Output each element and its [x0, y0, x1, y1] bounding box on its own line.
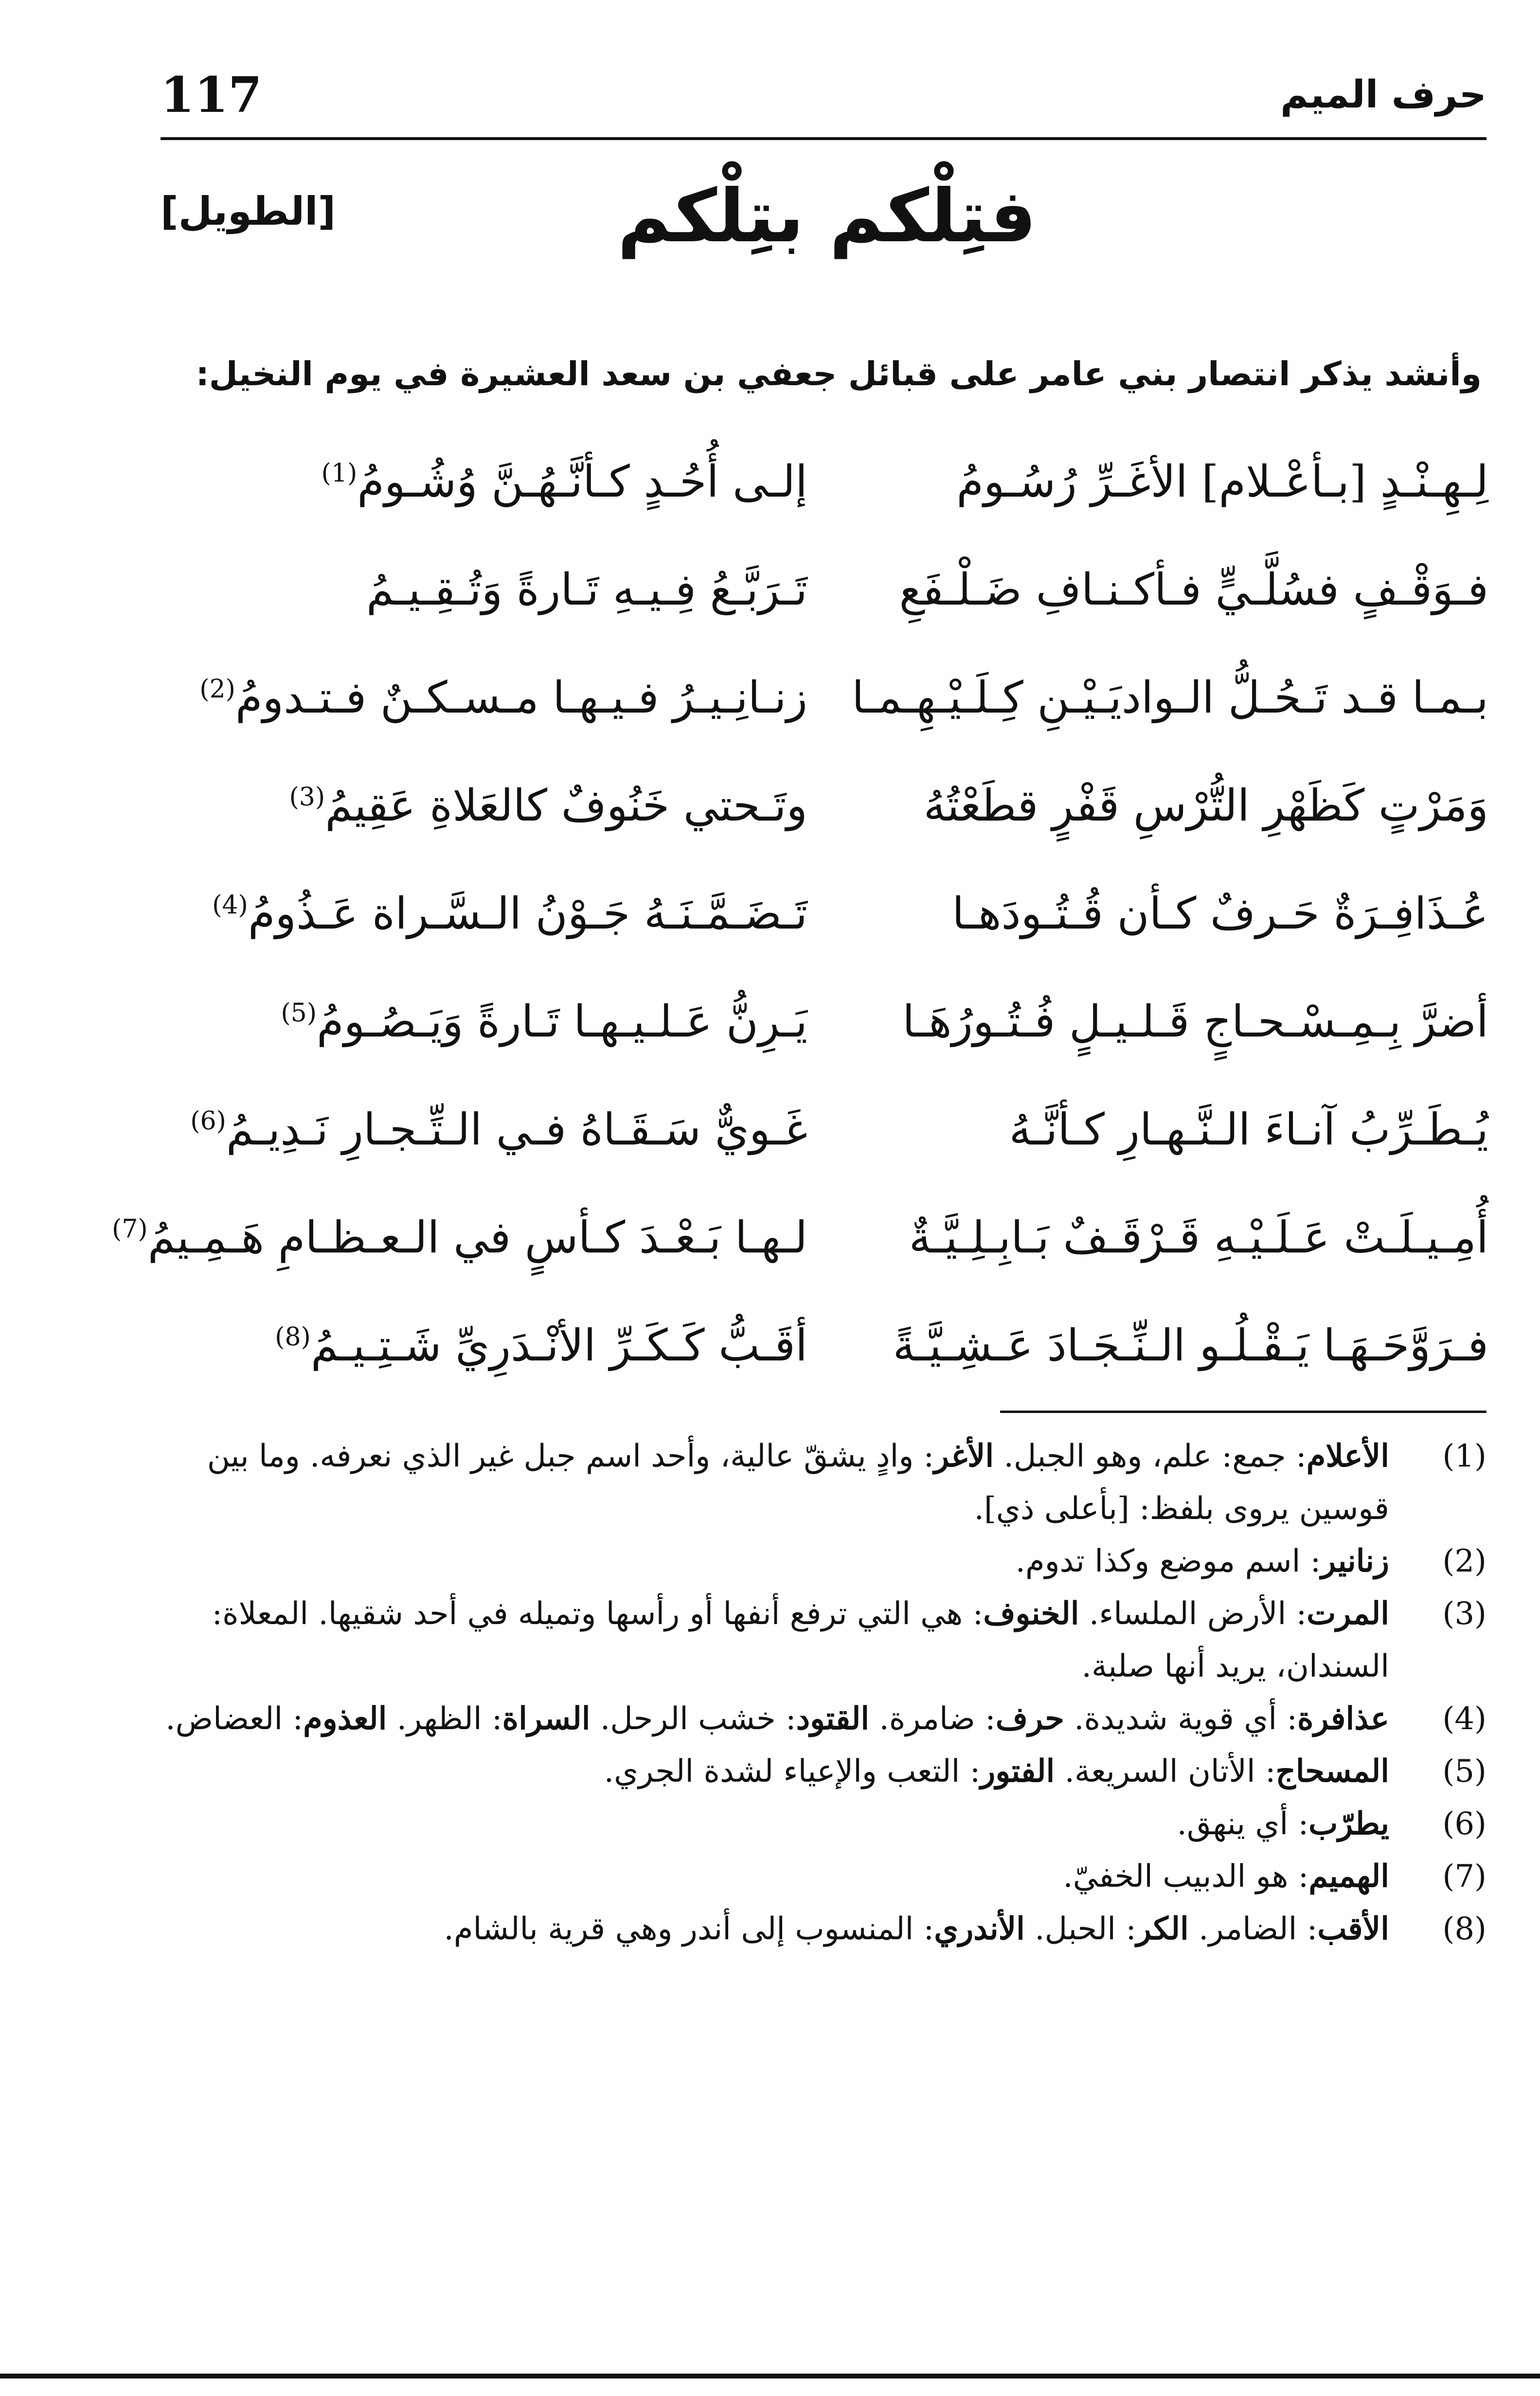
running-header: [161, 58, 1486, 131]
footnote-marker: (3): [289, 783, 325, 812]
poem-introduction: وأنشد يذكر انتصار بني عامر على قبائل جعفي بن سعد العشيرة في يوم النخيل:: [196, 355, 1482, 393]
verse-second-text: لـهـا بَـعْـدَ كـأسٍ في الـعـظـامِ هَـمِـيمُ: [147, 1212, 807, 1263]
footnote-text: [212, 1596, 1389, 1684]
verse-first-hemistich: وَمَرْتٍ كَظَهْرِ التُّرْسِ قَفْرٍ قطَعْتُهُ: [923, 780, 1488, 831]
footnote-definition: : هو الدبيب الخفيّ.: [1063, 1859, 1309, 1895]
footnote-item: [161, 1798, 1486, 1850]
footnote-term: الخنوف: [983, 1595, 1079, 1632]
verse-line: [161, 428, 1488, 536]
verse-second-hemistich: [161, 536, 807, 644]
chapter-title: حرف الميم: [1280, 73, 1486, 117]
verse-second-text: أقَـبُّ كَـكَـرِّ الأنْـدَرِيِّ شَـتِـيـمُ: [310, 1320, 807, 1371]
verse-first-hemistich: يُـطَـرِّبُ آنـاءَ الـنَّـهـارِ كـأنَّـهُ: [1009, 1104, 1488, 1155]
footnote-text: [165, 1701, 1389, 1737]
footnote-item: [161, 1693, 1486, 1745]
verse-line: [161, 752, 1488, 860]
footnote-term: الكر: [1136, 1911, 1189, 1947]
verse-second-hemistich: [161, 1076, 807, 1184]
footnote-number: (8): [1442, 1911, 1486, 1947]
verse-first-hemistich: أُمِـيـلَـتْ عَـلَـيْـهِ قَـرْقَـفٌ بَـابِـلِـيَّـةٌ: [909, 1212, 1488, 1263]
footnote-text: [1016, 1543, 1389, 1579]
footnote-text: [1063, 1859, 1389, 1895]
page-number: 117: [161, 66, 262, 124]
footnote-number: (5): [1442, 1753, 1486, 1789]
verse-second-text: تَـرَبَّـعُ فِـيـهِ تَـارةً وَتُـقِـيـمُ: [366, 564, 807, 615]
verse-second-text: غَـويٌّ سَـقَـاهُ فـي الـتِّـجـارِ نَـدِيـمُ: [226, 1104, 807, 1155]
footnote-number: (2): [1442, 1543, 1486, 1579]
verse-line: [161, 1076, 1488, 1184]
footnote-marker: (4): [212, 891, 248, 920]
footnote-term: السراة: [502, 1700, 591, 1737]
verse-first-hemistich: عُـذَافِـرَةٌ حَـرفٌ كـأن قُـتُـودَهـا: [952, 888, 1488, 939]
footnote-number: (6): [1442, 1806, 1486, 1842]
footnote-item: [161, 1430, 1486, 1535]
footnote-definition: : الضامر.: [1188, 1911, 1318, 1947]
verse-second-text: زنـانِـيـرُ فـيـهـا مـسـكـنٌ فـتـدومُ: [235, 672, 807, 723]
verse-line: [161, 536, 1488, 644]
verse-first-hemistich: بـمـا قـد تَـحُـلُّ الـواديَـيْـنِ كِـلَـيْـهِـمـا: [852, 672, 1488, 723]
footnote-term: زنانير: [1321, 1543, 1389, 1579]
footnote-text: [1177, 1806, 1389, 1842]
verse-second-hemistich: [161, 752, 807, 860]
verse-second-hemistich: [161, 968, 807, 1076]
verse-second-text: إلـى أُحُـدٍ كـأنَّـهُـنَّ وُشُـومُ: [357, 456, 807, 507]
page-bottom-rule: [0, 2374, 1540, 2378]
verse-second-hemistich: [161, 1292, 807, 1400]
verse-list: [112, 428, 1488, 1400]
poem-meter: [الطويل]: [161, 189, 336, 234]
footnote-list: [161, 1430, 1486, 1955]
verse-line: [161, 644, 1488, 752]
footnote-number: (3): [1442, 1596, 1486, 1632]
header-rule: [161, 137, 1486, 140]
footnote-term: الفتور: [980, 1753, 1055, 1789]
footnote-definition: : المنسوب إلى أندر وهي قرية بالشام.: [444, 1911, 934, 1947]
verse-second-text: تَـضَـمَّـنَـهُ جَـوْنُ الـسَّـراة عَـذُومُ: [248, 888, 807, 939]
footnote-definition: : وادٍ يشقّ عالية، وأحد اسم جبل غير الذي نعرفه. وما بين قوسين يروى بلفظ: [بأعلى ذي].: [207, 1438, 1389, 1527]
footnote-term: المرت: [1307, 1595, 1389, 1632]
footnote-item: [161, 1745, 1486, 1798]
verse-second-hemistich: [112, 1184, 807, 1292]
footnote-marker: (6): [190, 1107, 226, 1136]
footnote-text: [604, 1753, 1389, 1789]
footnote-number: (7): [1442, 1859, 1486, 1895]
footnote-term: يطرّب: [1308, 1806, 1389, 1842]
footnote-text: [444, 1911, 1389, 1947]
verse-line: [161, 860, 1488, 968]
poem-title: فتِلْكم بتِلْكم: [617, 174, 1037, 259]
footnote-definition: : الأتان السريعة.: [1055, 1753, 1276, 1789]
footnote-marker: (8): [275, 1323, 311, 1352]
footnote-text: [207, 1438, 1389, 1527]
verse-second-hemistich: [161, 428, 807, 536]
footnote-item: [161, 1588, 1486, 1693]
footnote-term: الأعلام: [1306, 1438, 1389, 1474]
verse-line: [161, 968, 1488, 1076]
footnote-separator: [1000, 1411, 1486, 1413]
footnote-definition: : هي التي ترفع أنفها أو رأسها وتميله في أحد شقيها. المعلاة: السندان، يريد أنها صلبة.: [212, 1596, 1389, 1684]
footnote-definition: : ضامرة.: [869, 1701, 996, 1737]
footnote-definition: : اسم موضع وكذا تدوم.: [1015, 1543, 1321, 1579]
footnote-definition: : الحبل.: [1024, 1911, 1136, 1947]
footnote-definition: : أي قوية شديدة.: [1064, 1701, 1297, 1737]
footnote-definition: : التعب والإعياء لشدة الجري.: [604, 1753, 981, 1789]
verse-second-hemistich: [161, 644, 807, 752]
footnote-definition: : أي ينهق.: [1177, 1806, 1309, 1842]
footnote-term: حرف: [995, 1700, 1064, 1737]
footnote-marker: (1): [321, 459, 358, 488]
footnote-term: الأندري: [934, 1911, 1025, 1947]
footnote-term: المسحاج: [1275, 1753, 1389, 1789]
footnote-term: الأغر: [934, 1438, 994, 1474]
footnote-term: القتود: [796, 1700, 870, 1737]
footnote-term: عذافرة: [1297, 1700, 1389, 1737]
footnote-definition: : الأرض الملساء.: [1079, 1596, 1307, 1632]
footnote-definition: : جمع: علم، وهو الجبل.: [994, 1438, 1307, 1474]
footnote-definition: : العضاض.: [165, 1701, 304, 1737]
footnote-number: (1): [1442, 1438, 1486, 1474]
verse-second-text: يَـرِنُّ عَـلـيـهـا تَـارةً وَيَـصُـومُ: [317, 996, 807, 1047]
footnote-definition: : خشب الرحل.: [590, 1701, 796, 1737]
verse-second-text: وتَـحتي خَنُوفٌ كالعَلاةِ عَقِيمُ: [325, 780, 807, 831]
footnote-number: (4): [1442, 1701, 1486, 1737]
verse-first-hemistich: فـوَقْـفٍ فسُلَّـيٍّ فـأكـنـافِ ضَـلْـفَعِ: [899, 564, 1488, 615]
footnote-marker: (2): [199, 675, 235, 704]
footnote-term: الأقب: [1317, 1911, 1389, 1947]
footnote-item: [161, 1903, 1486, 1955]
footnote-marker: (5): [281, 999, 317, 1028]
footnote-definition: : الظهر.: [387, 1701, 502, 1737]
footnote-term: العذوم: [303, 1700, 387, 1737]
footnote-term: الهميم: [1308, 1858, 1389, 1895]
verse-line: [112, 1184, 1488, 1292]
verse-first-hemistich: أضرَّ بِـمِـسْـحـاجٍ قَـلـيـلٍ فُـتُـورُهَـا: [902, 996, 1488, 1047]
verse-first-hemistich: لِـهِـنْـدٍ [بـأعْـلام] الأغَـرِّ رُسُـومُ: [956, 456, 1488, 507]
footnote-item: [161, 1850, 1486, 1903]
verse-line: [161, 1292, 1488, 1400]
footnote-marker: (7): [112, 1215, 148, 1244]
footnote-item: [161, 1535, 1486, 1588]
verse-second-hemistich: [161, 860, 807, 968]
verse-first-hemistich: فـرَوَّحَـهَـا يَـقْـلُـو الـنِّـجَـادَ عَـشِـيَّـةً: [893, 1320, 1488, 1371]
